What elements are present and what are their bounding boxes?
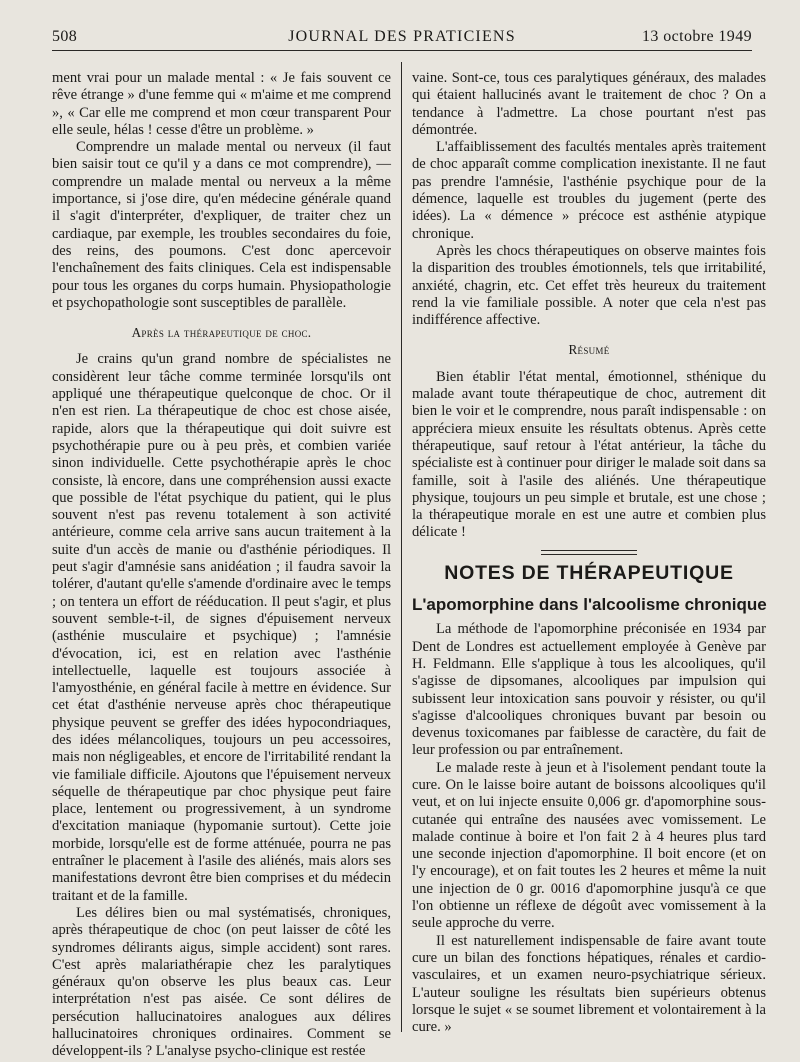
- paragraph: Bien établir l'état mental, émotionnel, sthénique du malade avant toute thérapeutique de choc, autrement dit bien le voir et le comprendre, nous paraît indispensable : on appréciera mieux ensuite les résultats obtenus. Après cette thérapeutique, sauf retour à l'état antérieur, la tâche du spécialiste est à continuer pour diriger le malade soit dans sa famille, soit à l'asile des aliénés. Une thérapeutique physique, toujours un peu simple et brutale, est une chose ; la thérapeutique morale en est une autre et combien plus délicate !: [412, 368, 766, 541]
- page-header: [52, 22, 752, 51]
- issue-date: 13 octobre 1949: [642, 28, 752, 45]
- journal-title: JOURNAL DES PRATICIENS: [288, 28, 516, 45]
- left-column: [52, 70, 391, 1061]
- paragraph: Après les chocs thérapeutiques on observe maintes fois la disparition des troubles émotionnels, tels que irritabilité, anxiété, chagrin, etc. Cet effet très heureux du traitement rend la vie familiale possible. A noter que cela n'est pas indifférence affective.: [412, 242, 766, 329]
- article-title: L'apomorphine dans l'alcoolisme chronique: [412, 595, 767, 615]
- section-heading-resume: Résumé: [568, 342, 610, 358]
- paragraph: Je crains qu'un grand nombre de spécialistes ne considèrent leur tâche comme terminée lorsqu'ils ont appliqué une thérapeutique quelconque de choc. Or il n'en est rien. La thérapeutique de choc est chose aisée, rapide, alors que la thérapeutique qui doit suivre est psychothérapie pure ou à peu près, et combien variée sinon individuelle. Cette psychothérapie après le choc consiste, là encore, dans une compréhension aussi exacte que possible de l'état psychique du patient, qui le plus souvent n'est pas revenu totalement à son activité antérieure, comme cela arrive sans aucun traitement à la suite d'un accès de manie ou d'asthénie périodiques. Il peut s'agir d'amnésie sans anidéation ; il faudra savoir la tolérer, d'autant qu'elle s'amende d'ordinaire avec le temps ; on tentera un effort de rééducation. Il peut s'agir, et plus souvent semble-t-il, de signes d'épuisement nerveux (asthénie musculaire et psychique) ; l'amnésie d'évocation, ici, est en relation avec l'asthénie intellectuelle, laquelle est toujours associée à l'amyosthénie, en général facile à mettre en évidence. Sur cet état d'asthénie nerveuse après choc thérapeutique physique peuvent se greffer des idées hypocondriaques, des idées mélancoliques, toujours un peu accessoires, mais non négligeables, et encore de l'irritabilité rendant la vie familiale difficile. Ajoutons que l'épuisement nerveux séquelle de thérapeutique par choc physique peut faire place, lentement ou progressivement, à un syndrome d'excitation maniaque (hypomanie surtout). Cette joie morbide, lorsqu'elle est de forme atténuée, pourra ne pas entraîner le placement à l'asile des aliénés, mais alors ses manifestations devront être bien comprises et du médecin traitant et de la famille.: [52, 351, 391, 904]
- notes-heading: NOTES DE THÉRAPEUTIQUE: [444, 561, 734, 584]
- section-heading-apres-choc: Après la thérapeutique de choc.: [131, 325, 312, 341]
- paragraph: Comprendre un malade mental ou nerveux (il faut bien saisir tout ce qu'il y a dans ce mot comprendre), — comprendre un malade mental ou nerveux a la même importance, si j'ose dire, qu'en médecine générale quand il s'agit d'interpréter, d'expliquer, de traiter chez un cardiaque, par exemple, les troubles secondaires du foie, des reins, des poumons. C'est donc apercevoir l'enchaînement des faits cliniques. Cela est indispensable pour tous les organes du corps humain. Physiopathologie et psychopathologie sont susceptibles de parallèle.: [52, 139, 391, 311]
- section-separator: [541, 550, 637, 555]
- paragraph: vaine. Sont-ce, tous ces paralytiques généraux, des malades qui étaient hallucinés avant le traitement de choc ? On a tendance à l'admettre. La chose pourtant n'est pas démontrée.: [412, 70, 766, 138]
- paragraph: Les délires bien ou mal systématisés, chroniques, après thérapeutique de choc (on peut laisser de côté les syndromes délirants aigus, simple accident) sont rares. C'est après malariathérapie chez les paralytiques généraux qu'on observe les plus beaux cas. Leur interprétation n'est pas aisée. Ce sont délires de persécution hallucinatoires analogues aux délires hallucinatoires chroniques ordinaires. Comment se développent-ils ? L'analyse psycho-clinique est restée: [52, 904, 391, 1060]
- paragraph: La méthode de l'apomorphine préconisée en 1934 par Dent de Londres est actuellement employée à Genève par H. Feldmann. Elle s'applique à tous les alcooliques, qu'il s'agisse de dipsomanes, alcooliques par impulsion qui subissent leur intoxication sans pouvoir y résister, ou qu'il s'agisse d'alcooliques chroniques buvant par besoin ou devenus toxicomanes par faiblesse de caractère, du fait de leur profession ou par entraînement.: [412, 621, 766, 759]
- paragraph: Le malade reste à jeun et à l'isolement pendant toute la cure. On le laisse boire autant de boissons alcooliques qu'il veut, et on lui injecte ensuite 0,006 gr. d'apomorphine sous-cutanée qui entraîne des nausées avec vomissement. Le malade continue à boire et l'on fait 2 à 4 heures plus tard une seconde injection d'apomorphine. Il boit encore (et on l'y encourage), et on fait toutes les 2 heures et même la nuit une injection de 0 gr. 0016 d'apomorphine jusqu'à ce que l'on obtienne un réflexe de dégoût avec vomissement à la seule approche du verre.: [412, 759, 766, 932]
- right-column: [412, 70, 766, 1036]
- paragraph: ment vrai pour un malade mental : « Je fais souvent ce rêve étrange » d'une femme qui « m'aime et me comprend », « Car elle me comprend et mon cœur transparent Pour elle seule, hélas ! cesse d'être un problème. »: [52, 70, 391, 138]
- paragraph: Il est naturellement indispensable de faire avant toute cure un bilan des fonctions hépatiques, rénales et cardio-vasculaires, et un examen neuro-psychiatrique sérieux. L'auteur souligne les résultats bien supérieurs obtenus lorsque le sujet « se soumet librement et volontairement à la cure. »: [412, 932, 766, 1036]
- column-divider: [401, 62, 402, 1032]
- page-number: 508: [52, 28, 78, 45]
- paragraph: L'affaiblissement des facultés mentales après traitement de choc apparaît comme complication inexistante. Il ne faut pas prendre l'amnésie, l'asthénie psychique pour de la démence, laquelle est troubles du jugement (perte des idées). La « démence » précoce est asthénie atypique chronique.: [412, 139, 766, 242]
